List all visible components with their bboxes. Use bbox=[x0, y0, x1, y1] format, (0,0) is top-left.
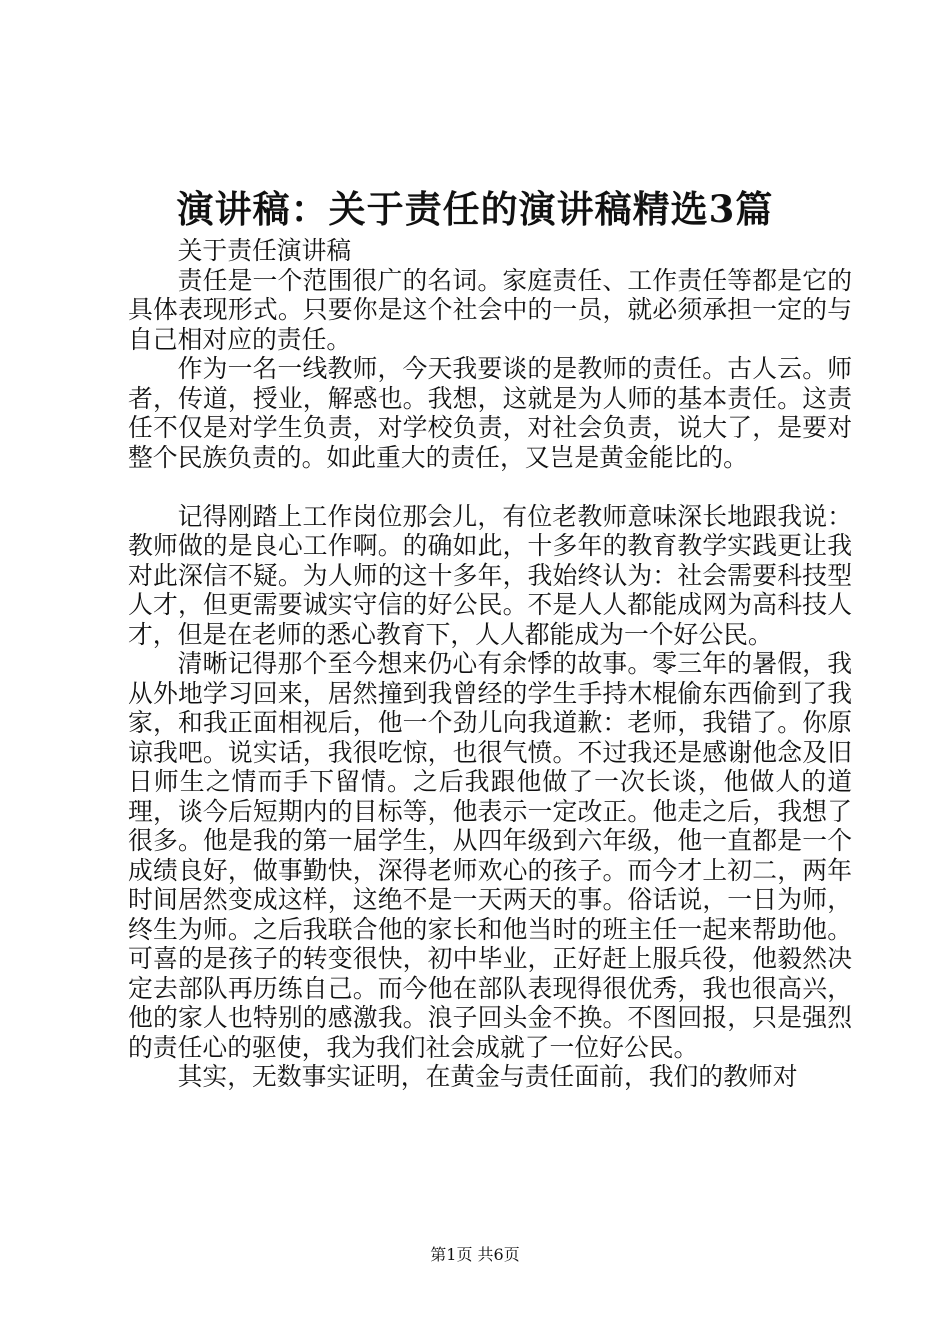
body-paragraph: 清晰记得那个至今想来仍心有余悸的故事。零三年的暑假，我从外地学习回来，居然撞到我曾经的学生手持木棍偷东西偷到了我家，和我正面相视后，他一个劲儿向我道歉：老师，我错了。你原谅我吧。说实话，我很吃惊，也很气愤。不过我还是感谢他念及旧日师生之情而手下留情。之后我跟他做了一次长谈，他做人的道理，谈今后短期内的目标等，他表示一定改正。他走之后，我想了很多。他是我的第一届学生，从四年级到六年级，他一直都是一个成绩良好，做事勤快，深得老师欢心的孩子。而今才上初二，两年时间居然变成这样，这绝不是一天两天的事。俗话说，一日为师，终生为师。之后我联合他的家长和他当时的班主任一起来帮助他。可喜的是孩子的转变很快，初中毕业，正好赶上服兵役，他毅然决定去部队再历练自己。而今他在部队表现得很优秀，我也很高兴，他的家人也特别的感激我。浪子回头金不换。不图回报，只是强烈的责任心的驱使，我为我们社会成就了一位好公民。 bbox=[128, 649, 852, 1062]
section-heading: 关于责任演讲稿 bbox=[177, 236, 352, 265]
page-number-footer: 第1页 共6页 bbox=[430, 1245, 520, 1264]
body-paragraph: 其实，无数事实证明，在黄金与责任面前，我们的教师对 bbox=[177, 1062, 798, 1091]
body-paragraph: 记得刚踏上工作岗位那会儿，有位老教师意味深长地跟我说：教师做的是良心工作啊。的确如此，十多年的教育教学实践更让我对此深信不疑。为人师的这十多年，我始终认为：社会需要科技型人才，但更需要诚实守信的好公民。不是人人都能成网为高科技人才，但是在老师的悉心教育下，人人都能成为一个好公民。 bbox=[128, 501, 852, 649]
body-paragraph: 作为一名一线教师，今天我要谈的是教师的责任。古人云。师者，传道，授业，解惑也。我想，这就是为人师的基本责任。这责任不仅是对学生负责，对学校负责，对社会负责，说大了，是要对整个民族负责的。如此重大的责任，又岂是黄金能比的。 bbox=[128, 354, 852, 472]
body-paragraph: 责任是一个范围很广的名词。家庭责任、工作责任等都是它的具体表现形式。只要你是这个社会中的一员，就必须承担一定的与自己相对应的责任。 bbox=[128, 265, 852, 354]
document-title: 演讲稿：关于责任的演讲稿精选3篇 bbox=[176, 187, 774, 231]
document-body bbox=[128, 236, 852, 1092]
